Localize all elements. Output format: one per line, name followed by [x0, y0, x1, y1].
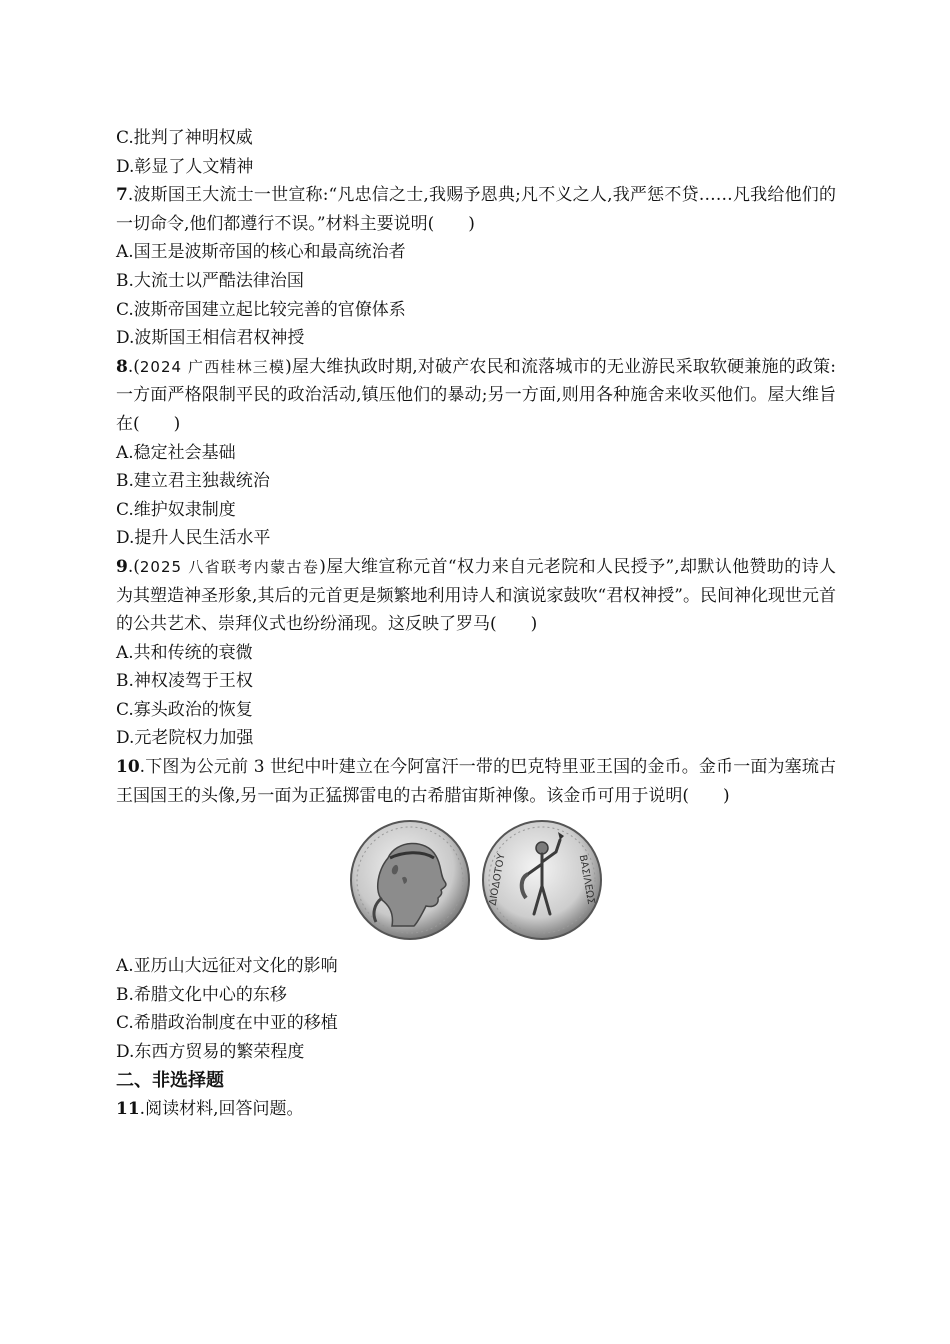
q9-number: 9 — [116, 556, 128, 577]
q10-option-c[interactable]: C.希腊政治制度在中亚的移植 — [116, 1013, 338, 1034]
coin-legend-left: ΔΙΟΔΟΤΟΥ — [487, 853, 508, 907]
q7-option-a[interactable]: A.国王是波斯帝国的核心和最高统治者 — [116, 242, 406, 263]
exam-page — [116, 124, 836, 1123]
q9-open: .( — [127, 556, 140, 577]
coin-legend-right: ΒΑΣΙΛΕΩΣ — [576, 854, 597, 906]
section-heading: 二、非选择题 — [116, 1069, 224, 1091]
q9-option-c[interactable]: C.寡头政治的恢复 — [116, 699, 253, 720]
q6-option-d[interactable]: D.彰显了人文精神 — [116, 156, 254, 177]
coin-reverse-zeus — [480, 818, 604, 942]
q9-stem — [116, 553, 836, 639]
q10-text: .下图为公元前 3 世纪中叶建立在今阿富汗一带的巴克特里亚王国的金币。金币一面为塞琉古王国国王的头像,另一面为正猛掷雷电的古希腊宙斯神像。该金币可用于说明( ) — [116, 757, 836, 806]
q9-text: )屋大维宣称元首“权力来自元老院和人民授予”,却默认他赞助的诗人为其塑造神圣形象,其后的元首更是频繁地利用诗人和演说家鼓吹“君权神授”。民间神化现世元首的公共艺术、崇拜仪式也纷纷涌现。这反映了罗马( ) — [116, 556, 836, 635]
q8-text: )屋大维执政时期,对破产农民和流落城市的无业游民采取软硬兼施的政策:一方面严格限制平民的政治活动,镇压他们的暴动;另一方面,则用各种施舍来收买他们。屋大维旨在( ) — [116, 356, 837, 434]
q9-option-a[interactable]: A.共和传统的衰微 — [116, 642, 253, 663]
q7-option-c[interactable]: C.波斯帝国建立起比较完善的官僚体系 — [116, 299, 406, 320]
q8-open: .( — [127, 356, 140, 377]
q8-option-b[interactable]: B.建立君主独裁统治 — [116, 471, 270, 492]
q9-option-b[interactable]: B.神权凌驾于王权 — [116, 671, 253, 692]
q7-stem — [116, 181, 836, 238]
q10-option-b[interactable]: B.希腊文化中心的东移 — [116, 984, 287, 1005]
q10-option-a[interactable]: A.亚历山大远征对文化的影响 — [116, 956, 338, 977]
q9-source: 2025 八省联考内蒙古卷 — [139, 557, 320, 576]
q6-option-c[interactable]: C.批判了神明权威 — [116, 128, 253, 148]
q8-number: 8 — [116, 356, 128, 377]
q7-option-d[interactable]: D.波斯国王相信君权神授 — [116, 328, 305, 349]
q11-text: .阅读材料,回答问题。 — [139, 1098, 304, 1119]
q7-option-b[interactable]: B.大流士以严酷法律治国 — [116, 270, 304, 291]
q8-source: 2024 广西桂林三模 — [139, 357, 286, 376]
q8-option-c[interactable]: C.维护奴隶制度 — [116, 499, 236, 520]
q8-option-d[interactable]: D.提升人民生活水平 — [116, 528, 271, 549]
q11-number: 11 — [116, 1098, 140, 1119]
q10-option-d[interactable]: D.东西方贸易的繁荣程度 — [116, 1042, 305, 1063]
q8-stem — [116, 353, 836, 439]
coin-figure — [116, 818, 836, 942]
q8-option-a[interactable]: A.稳定社会基础 — [116, 442, 236, 463]
q11-stem — [116, 1095, 836, 1124]
q10-stem — [116, 753, 836, 810]
q7-text: .波斯国王大流士一世宣称:“凡忠信之士,我赐予恩典;凡不义之人,我严惩不贷……凡我给他们的一切命令,他们都遵行不误。”材料主要说明( ) — [116, 185, 836, 234]
coin-obverse-portrait — [348, 818, 472, 942]
q7-number: 7 — [116, 185, 128, 206]
q9-option-d[interactable]: D.元老院权力加强 — [116, 728, 254, 749]
q10-number: 10 — [116, 757, 140, 778]
